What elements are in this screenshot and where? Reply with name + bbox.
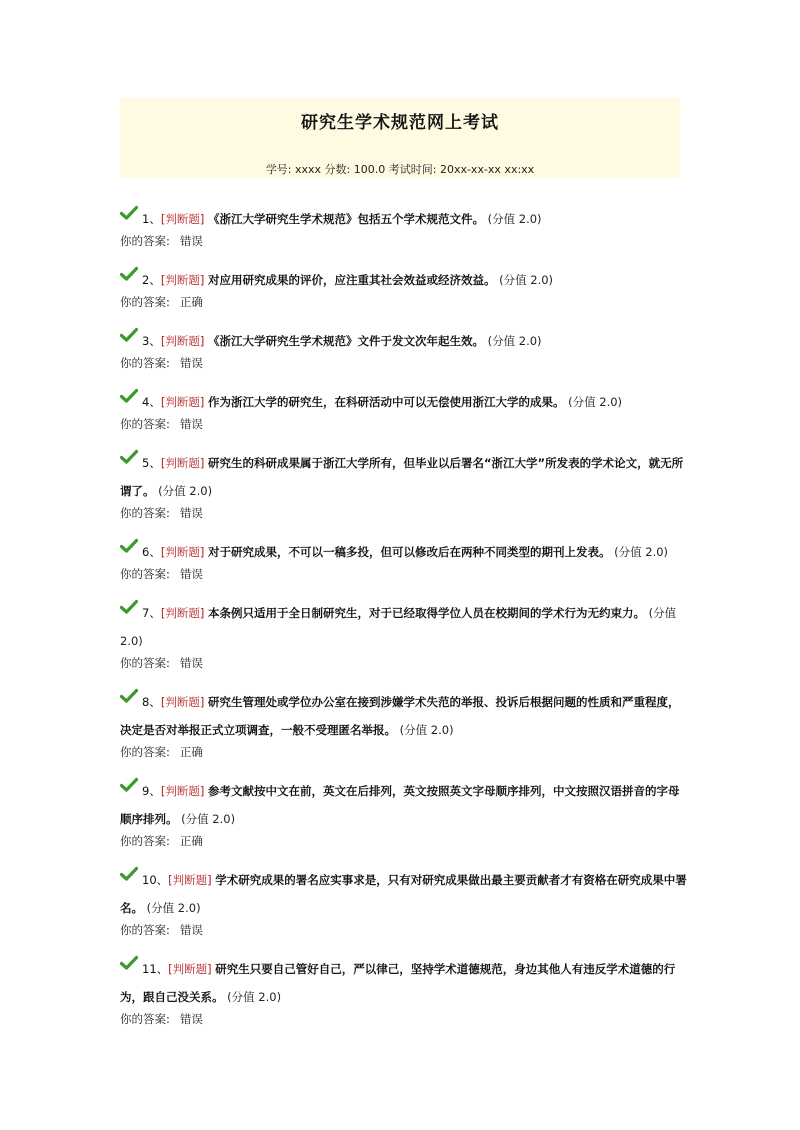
question-type: [判断题] (160, 784, 205, 798)
question-body (120, 266, 690, 294)
answer-label: 你的答案: (120, 567, 170, 581)
question-number: 10、 (142, 873, 169, 887)
question-type: [判断题] (160, 456, 205, 470)
question-line (120, 327, 690, 355)
check-icon (120, 955, 138, 971)
check-icon (120, 388, 138, 404)
answer-value: 错误 (179, 417, 203, 431)
question-type: [判断题] (160, 212, 205, 226)
answer-value: 错误 (179, 1012, 203, 1026)
answer-line (120, 922, 690, 938)
question-number: 1、 (142, 212, 161, 226)
answer-label: 你的答案: (120, 417, 170, 431)
question-item (120, 599, 690, 671)
question-number: 9、 (142, 784, 161, 798)
question-score: (分值 2.0) (158, 484, 213, 498)
question-text: 学术研究成果的署名应实事求是，只有对研究成果做出最主要贡献者才有资格在研究成果中署名。 (120, 873, 687, 915)
question-number: 7、 (142, 606, 161, 620)
question-line (120, 449, 690, 505)
question-text: 《浙江大学研究生学术规范》文件于发文次年起生效。 (207, 334, 484, 348)
question-type: [判断题] (160, 334, 205, 348)
check-icon (120, 538, 138, 554)
question-item (120, 327, 690, 371)
check-icon (120, 205, 138, 221)
answer-label: 你的答案: (120, 234, 170, 248)
page-title: 研究生学术规范网上考试 (301, 113, 499, 133)
question-item (120, 205, 690, 249)
answer-value: 正确 (179, 745, 203, 759)
question-type: [判断题] (168, 873, 212, 887)
answer-value: 错误 (179, 234, 203, 248)
answer-value: 错误 (179, 567, 203, 581)
answer-line (120, 655, 690, 671)
question-line (120, 538, 690, 566)
check-icon (120, 688, 138, 704)
answer-line (120, 505, 690, 521)
answer-label: 你的答案: (120, 745, 170, 759)
check-icon (120, 449, 138, 465)
question-number: 4、 (142, 395, 161, 409)
question-line (120, 599, 690, 655)
question-item (120, 777, 690, 849)
question-body (120, 327, 690, 355)
question-score: (分值 2.0) (227, 990, 282, 1004)
answer-label: 你的答案: (120, 1012, 170, 1026)
answer-label: 你的答案: (120, 834, 170, 848)
question-text: 对应用研究成果的评价，应注重其社会效益或经济效益。 (207, 273, 496, 287)
question-score: (分值 2.0) (399, 723, 454, 737)
question-score: (分值 2.0) (568, 395, 623, 409)
question-text: 对于研究成果，不可以一稿多投，但可以修改后在两种不同类型的期刊上发表。 (207, 545, 611, 559)
question-item (120, 388, 690, 432)
question-body (120, 688, 690, 744)
question-item (120, 955, 690, 1027)
answer-line (120, 566, 690, 582)
question-body (120, 866, 690, 922)
question-type: [判断题] (160, 695, 205, 709)
check-icon (120, 599, 138, 615)
answer-value: 错误 (179, 923, 203, 937)
check-icon (120, 777, 138, 793)
question-line (120, 388, 690, 416)
question-item (120, 266, 690, 310)
question-line (120, 777, 690, 833)
check-icon (120, 866, 138, 882)
question-type: [判断题] (160, 273, 205, 287)
question-item (120, 688, 690, 760)
question-line (120, 266, 690, 294)
answer-label: 你的答案: (120, 506, 170, 520)
question-line (120, 955, 690, 1011)
question-score: (分值 2.0) (487, 212, 542, 226)
answer-line (120, 744, 690, 760)
answer-value: 错误 (179, 656, 203, 670)
question-score: (分值 2.0) (614, 545, 669, 559)
question-score: (分值 2.0) (146, 901, 201, 915)
question-body (120, 538, 690, 566)
question-body (120, 205, 690, 233)
check-icon (120, 266, 138, 282)
question-body (120, 599, 690, 655)
question-number: 3、 (142, 334, 161, 348)
answer-label: 你的答案: (120, 295, 170, 309)
question-line (120, 866, 690, 922)
question-text: 研究生只要自己管好自己，严以律己，坚持学术道德规范，身边其他人有违反学术道德的行为，跟自己没关系。 (120, 962, 676, 1004)
question-score: (分值 2.0) (181, 812, 236, 826)
answer-value: 正确 (179, 295, 203, 309)
check-icon (120, 327, 138, 343)
answer-label: 你的答案: (120, 356, 170, 370)
question-body (120, 449, 690, 505)
question-body (120, 388, 690, 416)
question-body (120, 777, 690, 833)
question-score: (分值 2.0) (499, 273, 554, 287)
answer-line (120, 416, 690, 432)
question-item (120, 866, 690, 938)
question-type: [判断题] (168, 962, 212, 976)
answer-value: 错误 (179, 506, 203, 520)
question-number: 6、 (142, 545, 161, 559)
question-list (120, 205, 690, 1044)
question-line (120, 205, 690, 233)
question-score: (分值 2.0) (487, 334, 542, 348)
answer-label: 你的答案: (120, 656, 170, 670)
question-number: 5、 (142, 456, 161, 470)
question-text: 作为浙江大学的研究生，在科研活动中可以无偿使用浙江大学的成果。 (207, 395, 565, 409)
exam-header (120, 98, 680, 178)
question-number: 8、 (142, 695, 161, 709)
question-text: 研究生管理处或学位办公室在接到涉嫌学术失范的举报、投诉后根据问题的性质和严重程度，决定是否对举报正式立项调查，一般不受理匿名举报。 (120, 695, 680, 737)
answer-line (120, 294, 690, 310)
question-text: 《浙江大学研究生学术规范》包括五个学术规范文件。 (207, 212, 484, 226)
answer-value: 错误 (179, 356, 203, 370)
answer-label: 你的答案: (120, 923, 170, 937)
exam-info: 学号: xxxx 分数: 100.0 考试时间: 20xx-xx-xx xx:xx (265, 163, 535, 176)
question-type: [判断题] (160, 545, 205, 559)
question-item (120, 449, 690, 521)
question-text: 本条例只适用于全日制研究生，对于已经取得学位人员在校期间的学术行为无约束力。 (207, 606, 645, 620)
question-text: 参考文献按中文在前，英文在后排列，英文按照英文字母顺序排列，中文按照汉语拼音的字母顺序排列。 (120, 784, 680, 826)
question-number: 11、 (142, 962, 169, 976)
question-type: [判断题] (160, 395, 205, 409)
answer-line (120, 1011, 690, 1027)
question-text: 研究生的科研成果属于浙江大学所有，但毕业以后署名“浙江大学”所发表的学术论文，就无所谓了。 (120, 456, 684, 498)
answer-line (120, 355, 690, 371)
question-body (120, 955, 690, 1011)
question-type: [判断题] (160, 606, 205, 620)
answer-line (120, 233, 690, 249)
question-line (120, 688, 690, 744)
answer-value: 正确 (179, 834, 203, 848)
question-number: 2、 (142, 273, 161, 287)
answer-line (120, 833, 690, 849)
question-item (120, 538, 690, 582)
question-score: (分值 2.0) (120, 606, 677, 648)
